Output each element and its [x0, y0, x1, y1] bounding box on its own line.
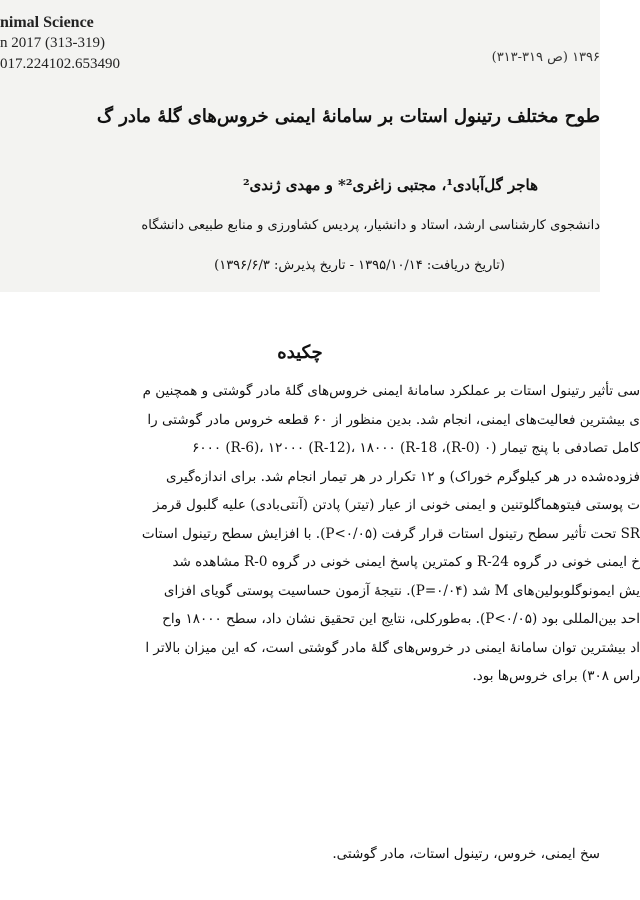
abstract-line: ت پوستی فیتوهماگلوتنین و ایمنی خونی از عیار (تیتر) پادتن (آنتی‌بادی) علیه گلبول قرمز — [153, 497, 640, 513]
abstract-line: احد بین‌المللی بود (P<۰/۰۵). به‌طورکلی، نتایج این تحقیق نشان داد، سطح ۱۸۰۰۰ واح — [162, 611, 640, 627]
abstract-line: خ ایمنی خونی در گروه R-24 و کمترین پاسخ ایمنی خونی در گروه R-0 مشاهده شد — [172, 554, 640, 570]
article-title: طوح مختلف رتینول استات بر سامانهٔ ایمنی خروس‌های گلهٔ مادر گ — [96, 106, 600, 127]
abstract-heading: چکیده — [277, 342, 323, 363]
article-header — [0, 0, 600, 292]
abstract-body — [0, 377, 640, 691]
journal-doi[interactable]: 017.224102.653490 — [0, 56, 120, 72]
abstract-line: سی تأثیر رتینول استات بر عملکرد سامانهٔ ایمنی خروس‌های گلهٔ مادر گوشتی و همچنین م — [142, 383, 640, 399]
author-affiliation: دانشجوی کارشناسی ارشد، استاد و دانشیار، پردیس کشاورزی و منابع طبیعی دانشگاه — [141, 218, 600, 233]
abstract-line: راس ۳۰۸) برای خروس‌ها بود. — [472, 668, 640, 684]
abstract-line: ی بیشترین فعالیت‌های ایمنی، انجام شد. بدین منظور از ۶۰ قطعه خروس مادر گوشتی را — [147, 411, 640, 428]
received-accepted-dates: (تاریخ دریافت: ۱۳۹۵/۱۰/۱۴ - تاریخ پذیرش: ۱۳۹۶/۶/۳) — [214, 258, 505, 273]
journal-info — [0, 12, 220, 75]
abstract-line: SR تحت تأثیر سطح رتینول استات قرار گرفت (P<۰/۰۵). با افزایش سطح رتینول استات — [141, 525, 640, 542]
journal-name: nimal Science — [0, 14, 94, 31]
abstract-line: فزوده‌شده در هر کیلوگرم خوراک) و ۱۲ تکرار در هر تیمار انجام شد. برای اندازه‌گیری — [166, 468, 640, 485]
journal-issue: n 2017 (313-319) — [0, 35, 105, 51]
abstract-line: اد بیشترین توان سامانهٔ ایمنی در خروس‌های گلهٔ مادر گوشتی است، که این میزان بالاتر ا — [145, 639, 640, 656]
abstract-line: یش ایمونوگلوبولین‌های M شد (P=۰/۰۴). نتیجهٔ آزمون حساسیت پوستی گویای افزای — [163, 582, 640, 599]
author-list: هاجر گل‌آبادی¹، مجتبی زاغری²* و مهدی ژندی² — [242, 176, 538, 194]
keywords: سخ ایمنی، خروس، رتینول استات، مادر گوشتی. — [332, 846, 600, 862]
abstract-line: کامل تصادفی با پنج تیمار (۰ (R-0)، ۶۰۰۰ (R-6)، ۱۲۰۰۰ (R-12)، ۱۸۰۰۰ (R-18 — [192, 440, 640, 456]
volume-pages: ۱۳۹۶ (ص ۳۱۹-۳۱۳) — [491, 50, 600, 65]
